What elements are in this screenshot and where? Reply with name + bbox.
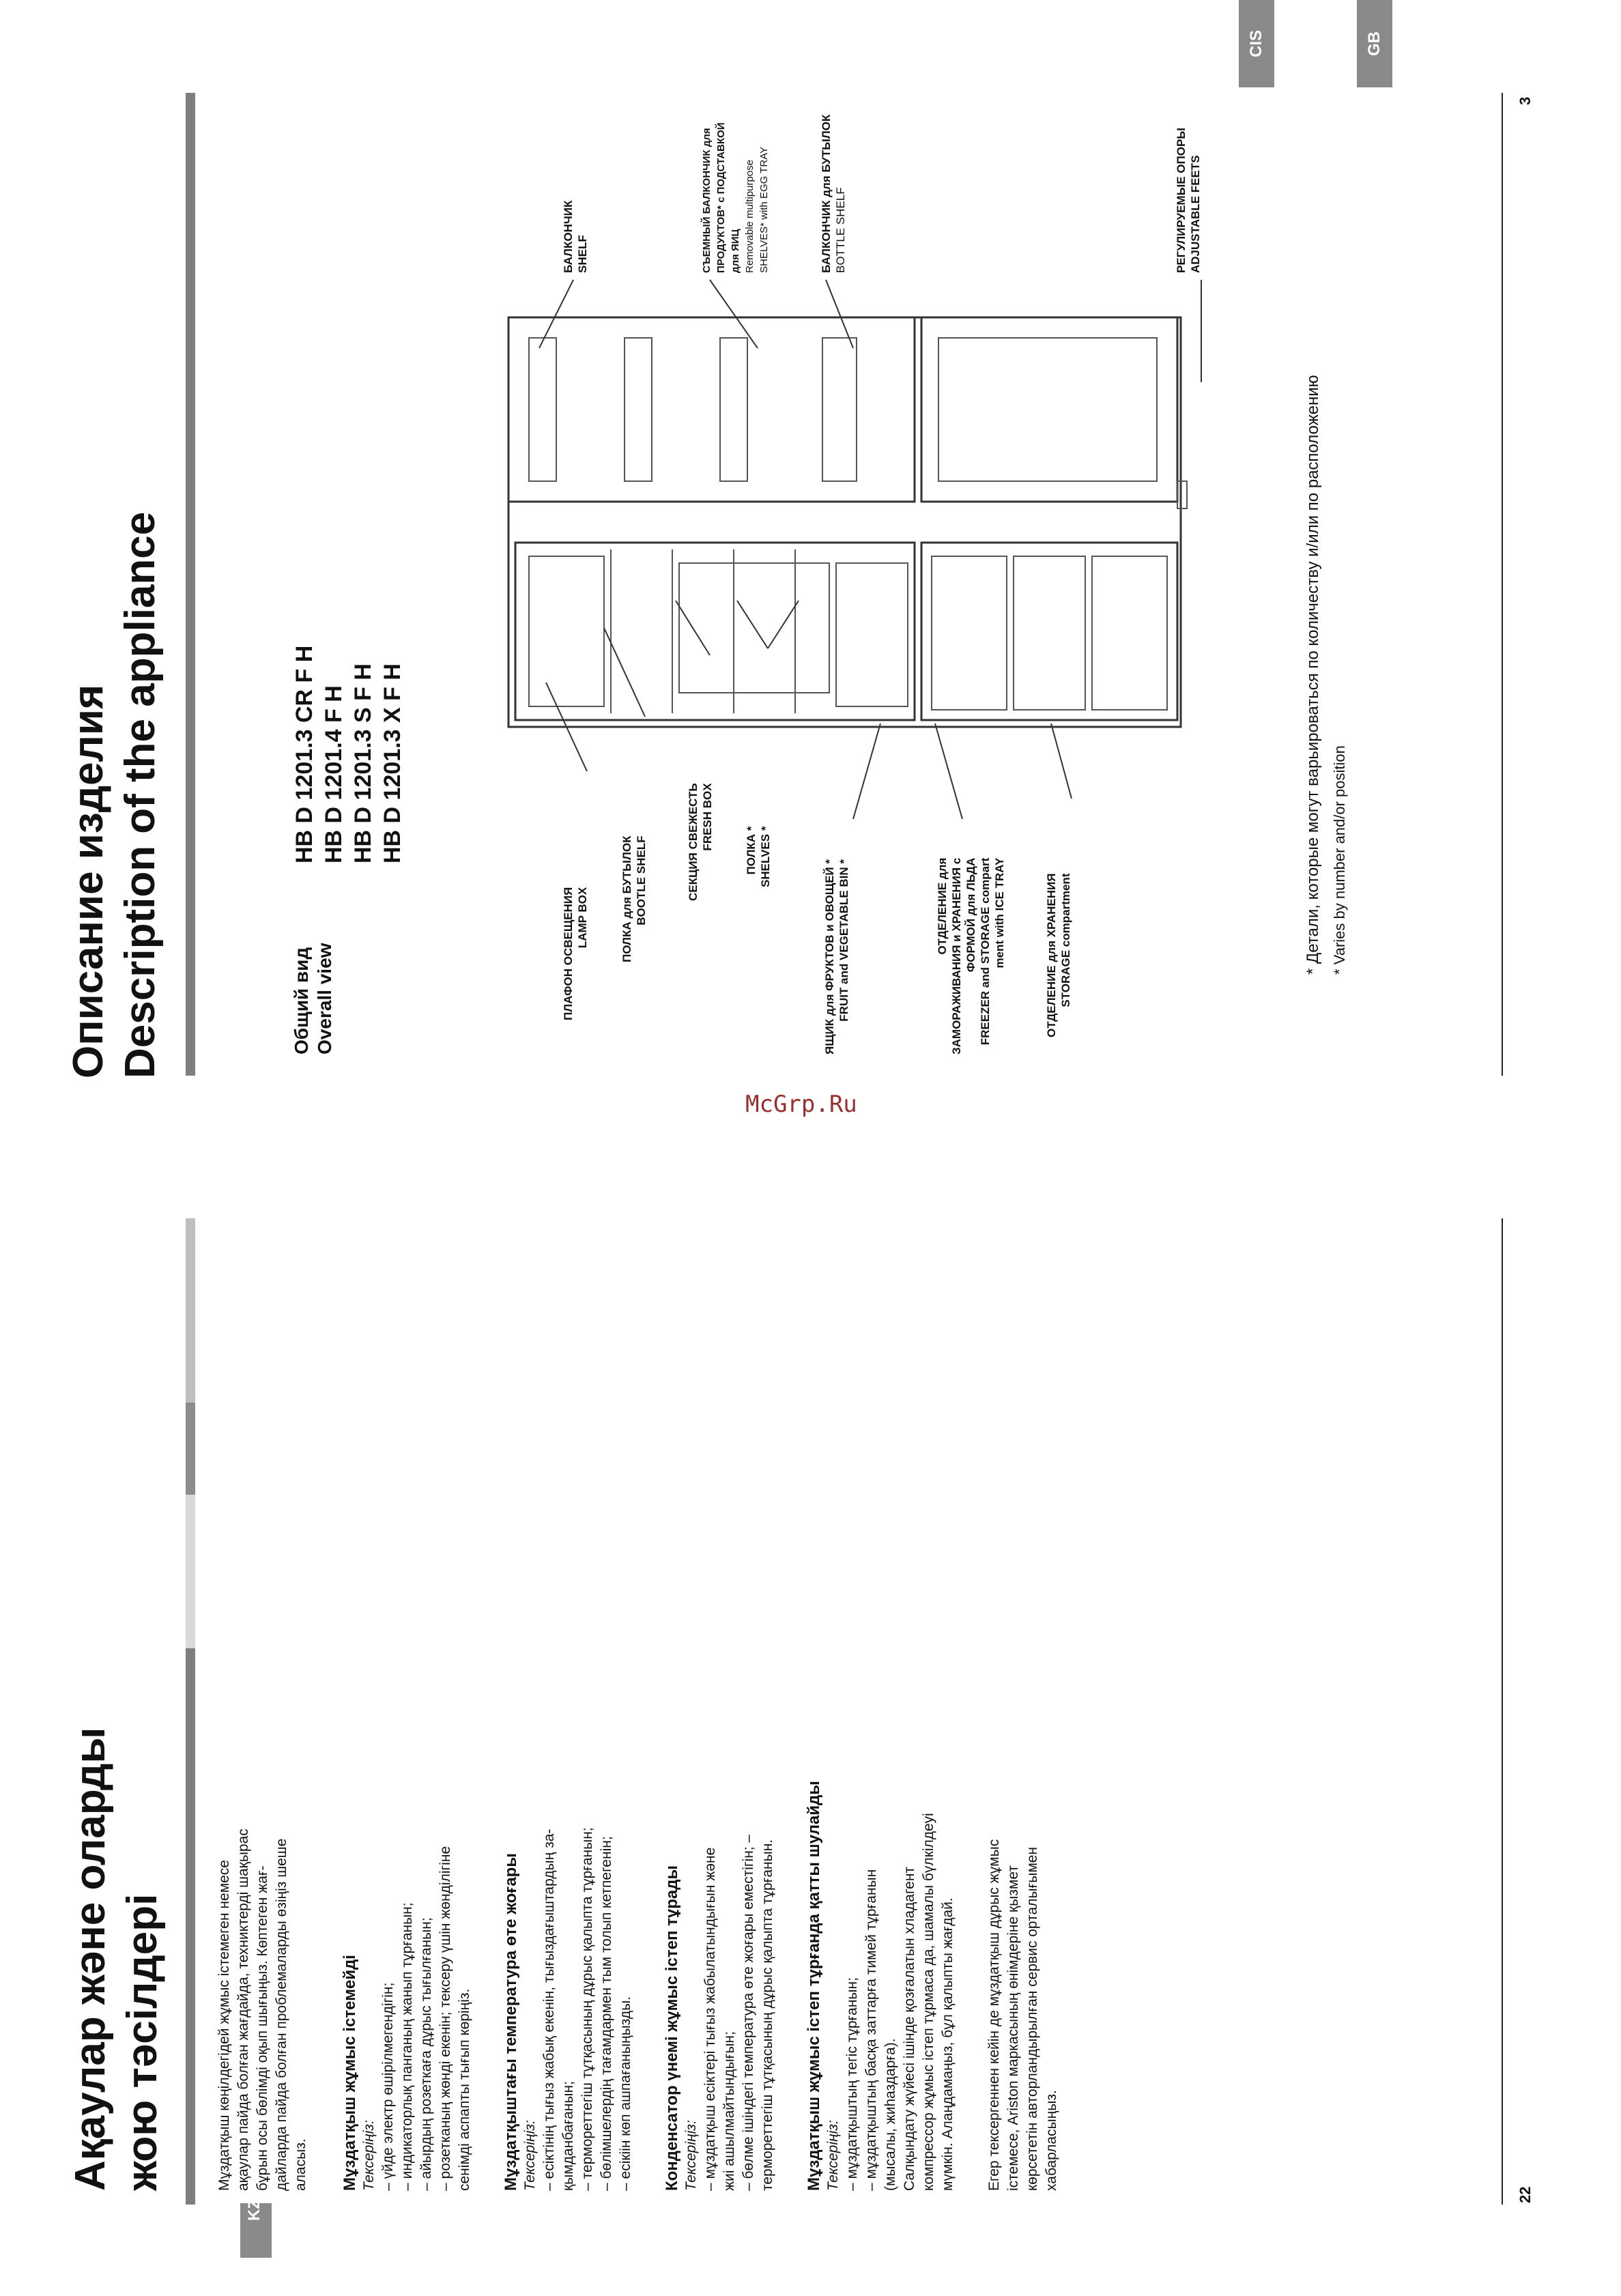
label-egg-tray-shelf: СЪЕМНЫЙ БАЛКОНЧИК для ПРОДУКТОВ* с ПОДСТАВКОЙ для ЯИЦ Removable multipurpose SHELVES* with EGG TRAY xyxy=(701,122,770,273)
leader-lines xyxy=(532,246,1215,860)
page-title-ru: Описание изделия Description of the appliance xyxy=(65,511,164,1078)
footnote-ru: * Детали, которые могут варьироваться по количеству и/или по расположению xyxy=(1304,375,1322,975)
leader-bottle-balcony xyxy=(826,280,853,348)
section-4: Мұздатқыш жұмыс істеп тұрғанда қатты шулайды Тексеріңіз: – мұздатқыштың тегіс тұрғанын; – мұздатқыштың басқа заттарға тимей тұрғанын (мысалы, жиһаздарға). Салқындату жүйесі ішінде қозғалатын хладагент компрессор жұмыс істеп тұрмаса да, шамалы бүлкілдеуі мүмкін. Алаңдамаңыз, бұл қалыпты жағдай. xyxy=(805,1781,956,2191)
leader-freezer xyxy=(935,723,962,819)
label-vegetable-bin: ЯЩИК для ФРУКТОВ и ОВОЩЕЙ * FRUIT and VEGETABLE BIN * xyxy=(823,859,850,1054)
overall-view-block: Общий вид Overall view xyxy=(291,943,335,1054)
tab-gb: GB xyxy=(1357,0,1392,87)
tab-kz: KZ xyxy=(240,2203,272,2258)
label-lamp-box: ПЛАФОН ОСВЕЩЕНИЯ LAMP BOX xyxy=(562,887,589,1020)
right-title-rule xyxy=(186,93,195,1076)
leader-shelves-2 xyxy=(768,601,799,648)
page-number-left: 22 xyxy=(1517,2186,1534,2203)
label-adjustable-feet: РЕГУЛИРУЕМЫЕ ОПОРЫ ADJUSTABLE FEETS xyxy=(1175,128,1202,273)
page-number-right: 3 xyxy=(1517,96,1534,105)
label-shelf: БАЛКОНЧИК SHELF xyxy=(562,200,589,273)
outro-text: Егер тексергеннен кейін де мұздатқыш дұрыс жұмыс істемесе, Ariston маркасының өнімдеріне қызмет көрсететін авторландырылған сервис орталығымен хабарласыңыз. xyxy=(986,1839,1059,2191)
leader-egg-tray xyxy=(710,280,758,348)
section-2: Мұздатқыштағы температура өте жоғары Тексеріңіз: – есіктінің тығыз жабық екенін, тығыздағыштардың за- қымданбағанын; – термореттегіш тұтқасының дұрыс қалыпта тұрғанын; – бөлімшелердің тағамдармен тым толып кетпегенін; – есікіін көп ашпағаныңызды. xyxy=(502,1827,633,2191)
model-list: HB D 1201.3 CR F H HB D 1201.4 F H HB D 1201.3 S F H HB D 1201.3 X F H xyxy=(291,645,405,863)
intro-text: Мұздатқыш көңілдегідей жұмыс істемеген немесе ақаулар пайда болған жағдайда, техниктерді шақырас бұрын осы бөлімді оқып шығыңыз. Көптеген жағ- дайларда пайда болған проблемаларды өзіңіз шеше аласыз. xyxy=(216,1828,309,2191)
leader-bottle-shelf xyxy=(604,628,645,717)
leader-shelf xyxy=(539,280,573,348)
right-page-rule xyxy=(1502,93,1503,1076)
label-bottle-shelf: ПОЛКА для БУТЫЛОК BOOTLE SHELF xyxy=(620,835,648,962)
leader-shelves-1 xyxy=(737,601,768,648)
label-fresh-box: СЕКЦИЯ СВЕЖЕСТЬ FRESH BOX xyxy=(687,783,714,901)
left-page-rule xyxy=(1502,1218,1503,2205)
leader-vegetable-bin xyxy=(853,723,880,819)
watermark: McGrp.Ru xyxy=(745,1091,857,1118)
label-storage: ОТДЕЛЕНИЕ для ХРАНЕНИЯ STORAGE compartment xyxy=(1045,873,1072,1037)
page-title-kz: Ақаулар және оларды жою тәсілдері xyxy=(67,1727,166,2191)
section-1: Мұздатқыш жұмыс істемейді Тексеріңіз: – үйде электр өшірілмегендігін; – индикаторлық панганың жанып тұрғанын; – айырдың розеткаға дұрыс тығылғанын; – розетканың жөнді екенін; тексеру үшін жөнділігіне сенімді аспапты тығып көріңіз. xyxy=(341,1846,472,2191)
label-bottle-balcony: БАЛКОНЧИК для БУТЫЛОК BOTTLE SHELF xyxy=(820,114,847,273)
leader-lamp-box xyxy=(546,683,587,771)
tab-cis: CIS xyxy=(1239,0,1274,87)
left-page-content xyxy=(65,1208,1061,2191)
leader-fresh-box xyxy=(676,601,710,655)
footnote-en: * Varies by number and/or position xyxy=(1331,745,1348,975)
label-freezer: ОТДЕЛЕНИЕ для ЗАМОРАЖИВАНИЯ и ХРАНЕНИЯ с ФОРМОЙ для ЛЬДА FREEZER and STORAGE compart ment with ICE TRAY xyxy=(936,857,1006,1054)
leader-storage xyxy=(1051,723,1072,799)
section-3: Конденсатор үнемі жұмыс істеп тұрады Тексеріңіз: – мұздатқыш есіктері тығыз жабылатындығын және жиі ашылмайтындығын; – бөлме ішіндегі температура өте жоғары еместігін; – термореттегіш тұтқасының дұрыс қалыпта тұрғанын. xyxy=(663,1834,775,2191)
label-shelves: ПОЛКА * SHELVES * xyxy=(745,826,772,887)
